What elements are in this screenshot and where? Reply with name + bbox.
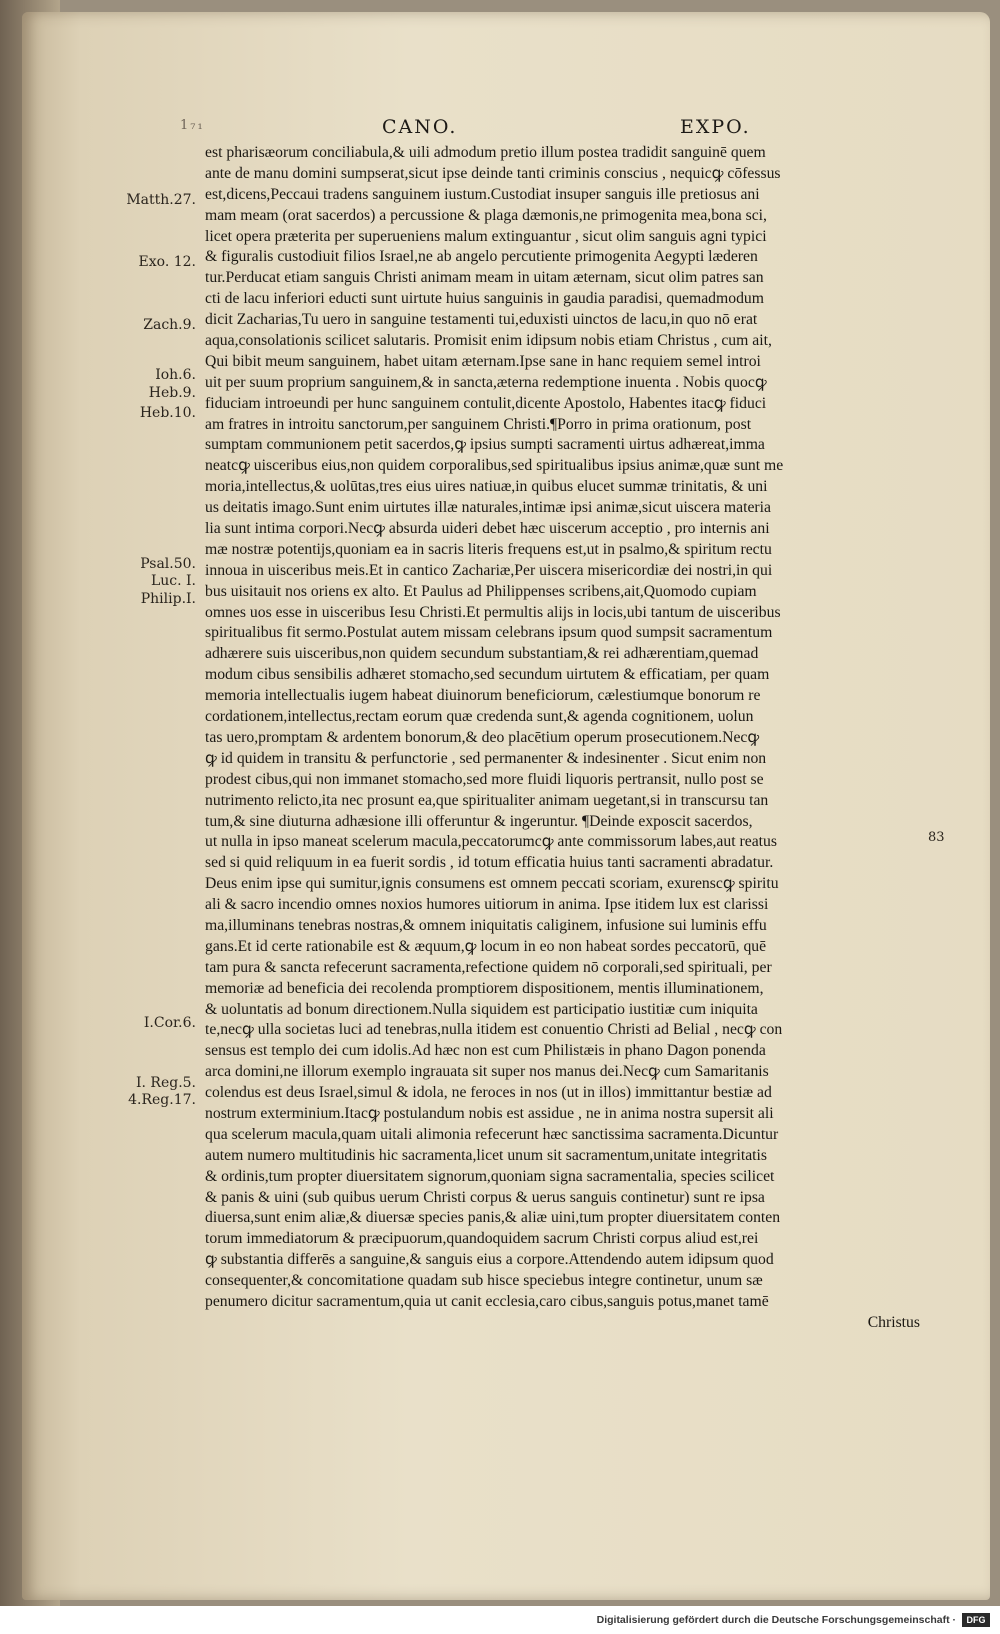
footer-credit: Digitalisierung gefördert durch die Deutsche Forschungsgemeinschaft · — [596, 1614, 956, 1626]
text-line: arca domini,ne illorum exemplo ingrauata sit super nos manus dei.Necꝙ cum Samaritanis — [205, 1063, 769, 1081]
text-line: est pharisæorum conciliabula,& uili admodum pretio illum postea tradidit sanguinē quem — [205, 144, 766, 161]
text-line: dicit Zacharias,Tu uero in sanguine testamenti tui,eduxisti uinctos de lacu,in quo nō erat — [205, 311, 758, 329]
text-line: sumptam communionem petit sacerdos,ꝙ ipsius sumpti sacramenti uirtus adhæreat,imma — [205, 436, 765, 454]
margin-note: Matth.27. — [126, 192, 196, 208]
text-line: Deus enim ipse qui sumitur,ignis consumens est omnem peccati scoriam, exurenscꝙ spiritu — [205, 875, 779, 893]
text-line: Qui bibit meum sanguinem, habet uitam æternam.Ipse sane in hanc requiem semel introi — [205, 352, 761, 370]
text-line: bus uisitauit nos oriens ex alto. Et Paulus ad Philippenses scribens,ait,Quomodo cupiam — [205, 582, 757, 600]
text-line: aqua,consolationis scilicet salutaris. Promisit enim idipsum nobis etiam Christus , cum ait, — [205, 332, 772, 350]
text-line: neatcꝙ uisceribus eius,non quidem corporalibus,sed spiritualibus ipsius animæ,quæ sunt me — [205, 457, 784, 475]
text-line: lia sunt intima corpori.Necꝙ absurda uideri debet hæc uiscerum acceptio , pro internis ani — [205, 520, 770, 538]
text-line: consequenter,& concomitatione quadam sub hisce speciebus integre continetur, unum sæ — [205, 1272, 763, 1290]
running-header — [0, 116, 1000, 146]
text-line: tur.Perducat etiam sanguis Christi animam meam in uitam æternam, sicut olim patres san — [205, 269, 764, 287]
text-line: autem numero multitudinis hic sacramenta,licet unum sit sacramentum,unitate integritatis — [205, 1146, 767, 1164]
margin-note: I. Reg.5. — [135, 1075, 196, 1091]
text-line: tum,& sine diuturna adhæsione illi offeruntur & ingeruntur. ¶Deinde exposcit sacerdos, — [205, 812, 753, 830]
text-line: & panis & uini (sub quibus uerum Christi corpus & uerus sanguis continetur) sunt re ipsa — [205, 1188, 765, 1206]
margin-note: Luc. I. — [150, 573, 196, 589]
margin-note: Psal.50. — [140, 556, 196, 572]
text-line: cti de lacu inferiori educti sunt uirtute huius sanguinis in gaudia paradisi, quemadmodum — [205, 290, 764, 308]
text-line: sensus est templo dei cum idolis.Ad hæc non est cum Philistæis in phano Dagon ponenda — [205, 1042, 766, 1060]
text-line: diuersa,sunt enim aliæ,& diuersæ species panis,& aliæ uini,tum propter diuersitatem conten — [205, 1209, 781, 1227]
text-line: Christus — [867, 1313, 920, 1331]
text-line: ante de manu domini sumpserat,sicut ipse deinde tanti criminis conscius , nequicꝙ cōfessus — [205, 164, 781, 182]
text-line: & ordinis,tum propter diuersitatem signorum,quoniam signa sacramentalia, species scilicet — [205, 1167, 775, 1185]
text-line: spiritualibus fit sermo.Postulat autem missam celebrans ipsum quod sumpsit sacramentum — [205, 624, 773, 642]
margin-note: Zach.9. — [143, 317, 196, 333]
text-line: colendus est deus Israel,simul & idola, ne feroces in nos (ut in illos) immittantur bestiæ ad — [205, 1084, 772, 1102]
header-left-title: CANO. — [382, 116, 458, 138]
text-line: omnes uos esse in uisceribus Iesu Christi.Et permultis alijs in locis,ubi tantum de uisceribus — [205, 603, 781, 621]
margin-note: Philip.I. — [140, 591, 196, 607]
text-line: & figuralis custodiuit filios Israel,ne ab angelo percutiente primogenita Aegypti læderen — [205, 248, 758, 266]
text-line: cordationem,intellectus,rectam eorum quæ credenda sunt,& agenda cognitionem, uolun — [205, 708, 754, 726]
folio-number: 83 — [928, 830, 945, 845]
text-line: am fratres in introitu sanctorum,per sanguinem Christi.¶Porro in prima orationum, post — [205, 415, 752, 433]
body-text — [205, 143, 920, 1334]
text-line: memoria intellectualis iugem habeat diuinorum beneficiorum, cælestiumque bonorum re — [205, 687, 761, 705]
margin-note: 4.Reg.17. — [128, 1092, 196, 1108]
text-line: modum cibus sensibilis adhæret stomacho,sed secundum uirtutem & efficatiam, per quam — [205, 666, 770, 684]
text-line: licet opera præterita per superueniens malum extinguantur , sicut olim sanguis agni typici — [205, 227, 767, 245]
text-line: memoriæ ad beneficia dei recolenda promptiorem dispositionem, mentis illuminationem, — [205, 979, 764, 997]
text-line: est,dicens,Peccaui tradens sanguinem iustum.Custodiat insuper sanguis ille pretiosus ani — [205, 185, 760, 203]
text-line: ma,illuminans tenebras nostras,& omnem iniquitatis caliginem, infusione sui luminis effu — [205, 916, 767, 934]
text-line: nutrimento relicto,ita nec prosunt ea,que spiritualiter animam uegetant,si in transcursu tan — [205, 791, 769, 809]
text-line: & uoluntatis ad bonum directionem.Nulla siquidem est participatio iustitiæ cum iniquita — [205, 1000, 758, 1018]
text-line: sed si quid reliquum in ea fuerit sordis , id totum efficatia huius tanti sacramenti abradatur. — [205, 854, 774, 872]
text-line: fiduciam introeundi per hunc sanguinem contulit,dicente Apostolo, Habentes itacꝙ fiduci — [205, 394, 767, 412]
text-line: te,necꝙ ulla societas luci ad tenebras,nulla itidem est conuentio Christi ad Belial , necꝙ con — [205, 1021, 783, 1039]
text-line: gans.Et id certe rationabile est & æquum,ꝙ locum in eo non habeat sordes peccatorū, quē — [205, 937, 767, 955]
dfg-logo: DFG — [962, 1613, 990, 1627]
text-line: ali & sacro incendio omnes noxios humores uitiorum in anima. Ipse itidem lux est clarissi — [205, 896, 769, 914]
text-line: mæ nostræ potentijs,quoniam ea in sacris literis frequens est,ut in psalmo,& spiritum rectu — [205, 540, 772, 558]
text-line: mam meam (orat sacerdos) a percussione & plaga dæmonis,ne primogenita mea,bona sci, — [205, 206, 767, 224]
text-line: ꝙ substantia differēs a sanguine,& sanguis eius a corpore.Attendendo autem idipsum quod — [205, 1251, 774, 1269]
text-line: torum immediatorum & præcipuorum,quandoquidem sacrum Christi corpus aliud est,rei — [205, 1230, 759, 1248]
text-line: qua scelerum macula,quam uitali alimonia refecerunt hæc sanctissima sacramenta.Dicuntur — [205, 1125, 779, 1143]
text-line: us deitatis imago.Sunt enim uirtutes illæ naturales,intimæ ipsi animæ,sicut uiscera materia — [205, 499, 771, 517]
margin-note: Exo. 12. — [138, 254, 196, 270]
text-line: tam pura & sancta refecerunt sacramenta,refectione quidem nō corporali,sed spirituali, per — [205, 958, 772, 976]
margin-note: I.Cor.6. — [143, 1015, 196, 1031]
text-line: tas uero,promptam & ardentem bonorum,& deo placētium operum prosecutionem.Necꝙ — [205, 728, 760, 746]
page-number: 1₇₁ — [180, 118, 205, 133]
text-line: penumero dicitur sacramentum,quia ut canit ecclesia,caro cibus,sanguis potus,manet tamē — [205, 1292, 769, 1310]
margin-note: Heb.10. — [139, 405, 196, 421]
text-line: prodest cibus,qui non immanet stomacho,sed more fluidi liquoris pertransit, nullo post se — [205, 770, 764, 788]
margin-note: Ioh.6. — [155, 367, 196, 383]
header-right-title: EXPO. — [680, 116, 751, 138]
text-line: nostrum exterminium.Itacꝙ postulandum nobis est assidue , ne in anima nostra supersit ali — [205, 1104, 774, 1122]
margin-note: Heb.9. — [148, 385, 196, 401]
text-line: innoua in uisceribus meis.Et in cantico Zachariæ,Per uiscera misericordiæ dei nostri,in qui — [205, 561, 773, 579]
text-line: ꝙ id quidem in transitu & perfunctorie , sed permanenter & indesinenter . Sicut enim non — [205, 749, 767, 767]
text-line: adhærere suis uisceribus,non quidem secundum substantiam,& rei adhærentiam,quemad — [205, 645, 759, 663]
text-line: moria,intellectus,& uolūtas,tres eius uires natiuæ,in quibus elucet summæ trinitatis, & uni — [205, 478, 768, 496]
text-line: ut nulla in ipso maneat scelerum macula,peccatorumcꝙ ante commissorum labes,aut reatus — [205, 833, 777, 851]
text-line: uit per suum proprium sanguinem,& in sancta,æterna redemptione inuenta . Nobis quocꝙ — [205, 373, 767, 391]
digitization-footer — [0, 1606, 1000, 1634]
